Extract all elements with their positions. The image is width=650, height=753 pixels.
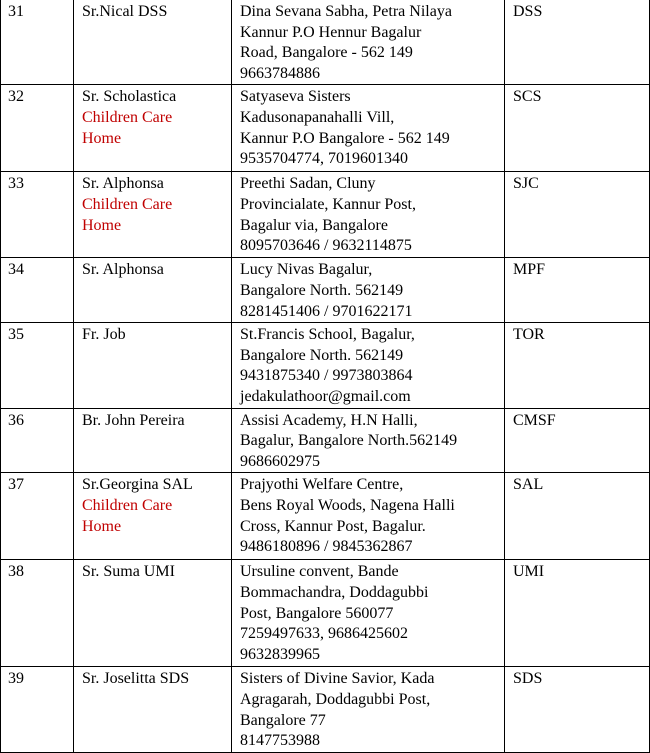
table-row bbox=[1, 408, 650, 473]
serial-number-cell: 39 bbox=[1, 667, 74, 753]
table-row bbox=[1, 560, 650, 667]
address-cell bbox=[232, 258, 505, 323]
congregation-code-cell: MPF bbox=[505, 258, 650, 323]
address-line: Bangalore North. 562149 bbox=[240, 346, 404, 364]
table-row bbox=[1, 85, 650, 172]
contact-name: Sr. Alphonsa bbox=[82, 175, 164, 193]
contact-name-cell bbox=[74, 323, 232, 408]
address-line: 9535704774, 7019601340 bbox=[240, 150, 408, 168]
address-line: 9632839965 bbox=[240, 645, 320, 663]
address-line: Satyaseva Sisters bbox=[240, 88, 351, 106]
serial-number-cell: 34 bbox=[1, 258, 74, 323]
contact-name: Br. John Pereira bbox=[82, 411, 185, 429]
address-cell bbox=[232, 408, 505, 473]
contact-name-cell bbox=[74, 0, 232, 85]
contact-name: Sr. Joselitta SDS bbox=[82, 670, 190, 688]
table-row bbox=[1, 172, 650, 258]
address-cell bbox=[232, 667, 505, 753]
address-cell bbox=[232, 560, 505, 667]
address-line: jedakulathoor@gmail.com bbox=[240, 387, 411, 405]
address-line: Bagalur via, Bangalore bbox=[240, 216, 388, 234]
address-line: Bens Royal Woods, Nagena Halli bbox=[240, 496, 455, 514]
serial-number-cell: 31 bbox=[1, 0, 74, 85]
congregation-code-cell: UMI bbox=[505, 560, 650, 667]
contact-name: Fr. Job bbox=[82, 326, 126, 344]
congregation-code-cell: CMSF bbox=[505, 408, 650, 473]
serial-number-cell: 35 bbox=[1, 323, 74, 408]
address-line: Cross, Kannur Post, Bagalur. bbox=[240, 517, 426, 535]
address-line: St.Francis School, Bagalur, bbox=[240, 326, 415, 344]
address-line: 8281451406 / 9701622171 bbox=[240, 302, 413, 320]
address-line: Kannur P.O Bangalore - 562 149 bbox=[240, 129, 450, 147]
children-care-home-note: Home bbox=[82, 129, 122, 147]
address-line: 9431875340 / 9973803864 bbox=[240, 367, 413, 385]
address-line: 8147753988 bbox=[240, 732, 320, 750]
contact-name-cell bbox=[74, 85, 232, 172]
contact-table-body bbox=[1, 0, 650, 753]
address-line: Bangalore 77 bbox=[240, 711, 326, 729]
address-line: Post, Bangalore 560077 bbox=[240, 604, 394, 622]
address-line: Road, Bangalore - 562 149 bbox=[240, 44, 413, 62]
contact-name: Sr.Nical DSS bbox=[82, 3, 168, 20]
contact-name-cell bbox=[74, 408, 232, 473]
table-row bbox=[1, 473, 650, 560]
serial-number-cell: 37 bbox=[1, 473, 74, 560]
contact-name-cell bbox=[74, 560, 232, 667]
contact-name-cell bbox=[74, 667, 232, 753]
children-care-home-note: Home bbox=[82, 517, 122, 535]
address-line: Kadusonapanahalli Vill, bbox=[240, 108, 395, 126]
address-cell bbox=[232, 473, 505, 560]
congregation-code-cell: TOR bbox=[505, 323, 650, 408]
address-line: Sisters of Divine Savior, Kada bbox=[240, 670, 435, 688]
congregation-code-cell: DSS bbox=[505, 0, 650, 85]
congregation-code-cell: SDS bbox=[505, 667, 650, 753]
address-line: Bangalore North. 562149 bbox=[240, 281, 404, 299]
address-line: Dina Sevana Sabha, Petra Nilaya bbox=[240, 3, 452, 20]
address-cell bbox=[232, 323, 505, 408]
congregation-code-cell: SAL bbox=[505, 473, 650, 560]
address-line: 9663784886 bbox=[240, 64, 320, 82]
table-row bbox=[1, 667, 650, 753]
address-line: 9486180896 / 9845362867 bbox=[240, 538, 413, 556]
serial-number-cell: 36 bbox=[1, 408, 74, 473]
contact-name: Sr. Suma UMI bbox=[82, 563, 175, 581]
address-line: Bagalur, Bangalore North.562149 bbox=[240, 432, 458, 450]
address-line: 8095703646 / 9632114875 bbox=[240, 237, 412, 255]
contact-name-cell bbox=[74, 172, 232, 258]
address-line: Bommachandra, Doddagubbi bbox=[240, 583, 429, 601]
table-row bbox=[1, 258, 650, 323]
address-line: Lucy Nivas Bagalur, bbox=[240, 261, 373, 279]
serial-number-cell: 32 bbox=[1, 85, 74, 172]
address-line: Provincialate, Kannur Post, bbox=[240, 195, 416, 213]
address-line: Assisi Academy, H.N Halli, bbox=[240, 411, 418, 429]
address-line: 7259497633, 9686425602 bbox=[240, 625, 408, 643]
address-line: Agragarah, Doddagubbi Post, bbox=[240, 690, 431, 708]
address-line: Ursuline convent, Bande bbox=[240, 563, 399, 581]
table-row bbox=[1, 0, 650, 85]
children-care-home-note: Home bbox=[82, 216, 122, 234]
congregation-code-cell: SCS bbox=[505, 85, 650, 172]
address-line: Kannur P.O Hennur Bagalur bbox=[240, 23, 422, 41]
serial-number-cell: 33 bbox=[1, 172, 74, 258]
contact-name-cell bbox=[74, 473, 232, 560]
address-cell bbox=[232, 172, 505, 258]
contact-name-cell bbox=[74, 258, 232, 323]
children-care-home-note: Children Care bbox=[82, 496, 173, 514]
table-row bbox=[1, 323, 650, 408]
serial-number-cell: 38 bbox=[1, 560, 74, 667]
contact-name: Sr.Georgina SAL bbox=[82, 476, 193, 494]
address-line: 9686602975 bbox=[240, 452, 320, 470]
address-line: Prajyothi Welfare Centre, bbox=[240, 476, 404, 494]
address-cell bbox=[232, 0, 505, 85]
address-line: Preethi Sadan, Cluny bbox=[240, 175, 376, 193]
children-care-home-note: Children Care bbox=[82, 195, 173, 213]
address-cell bbox=[232, 85, 505, 172]
children-care-home-note: Children Care bbox=[82, 108, 173, 126]
congregation-code-cell: SJC bbox=[505, 172, 650, 258]
contact-name: Sr. Alphonsa bbox=[82, 261, 164, 279]
contact-name: Sr. Scholastica bbox=[82, 88, 177, 106]
